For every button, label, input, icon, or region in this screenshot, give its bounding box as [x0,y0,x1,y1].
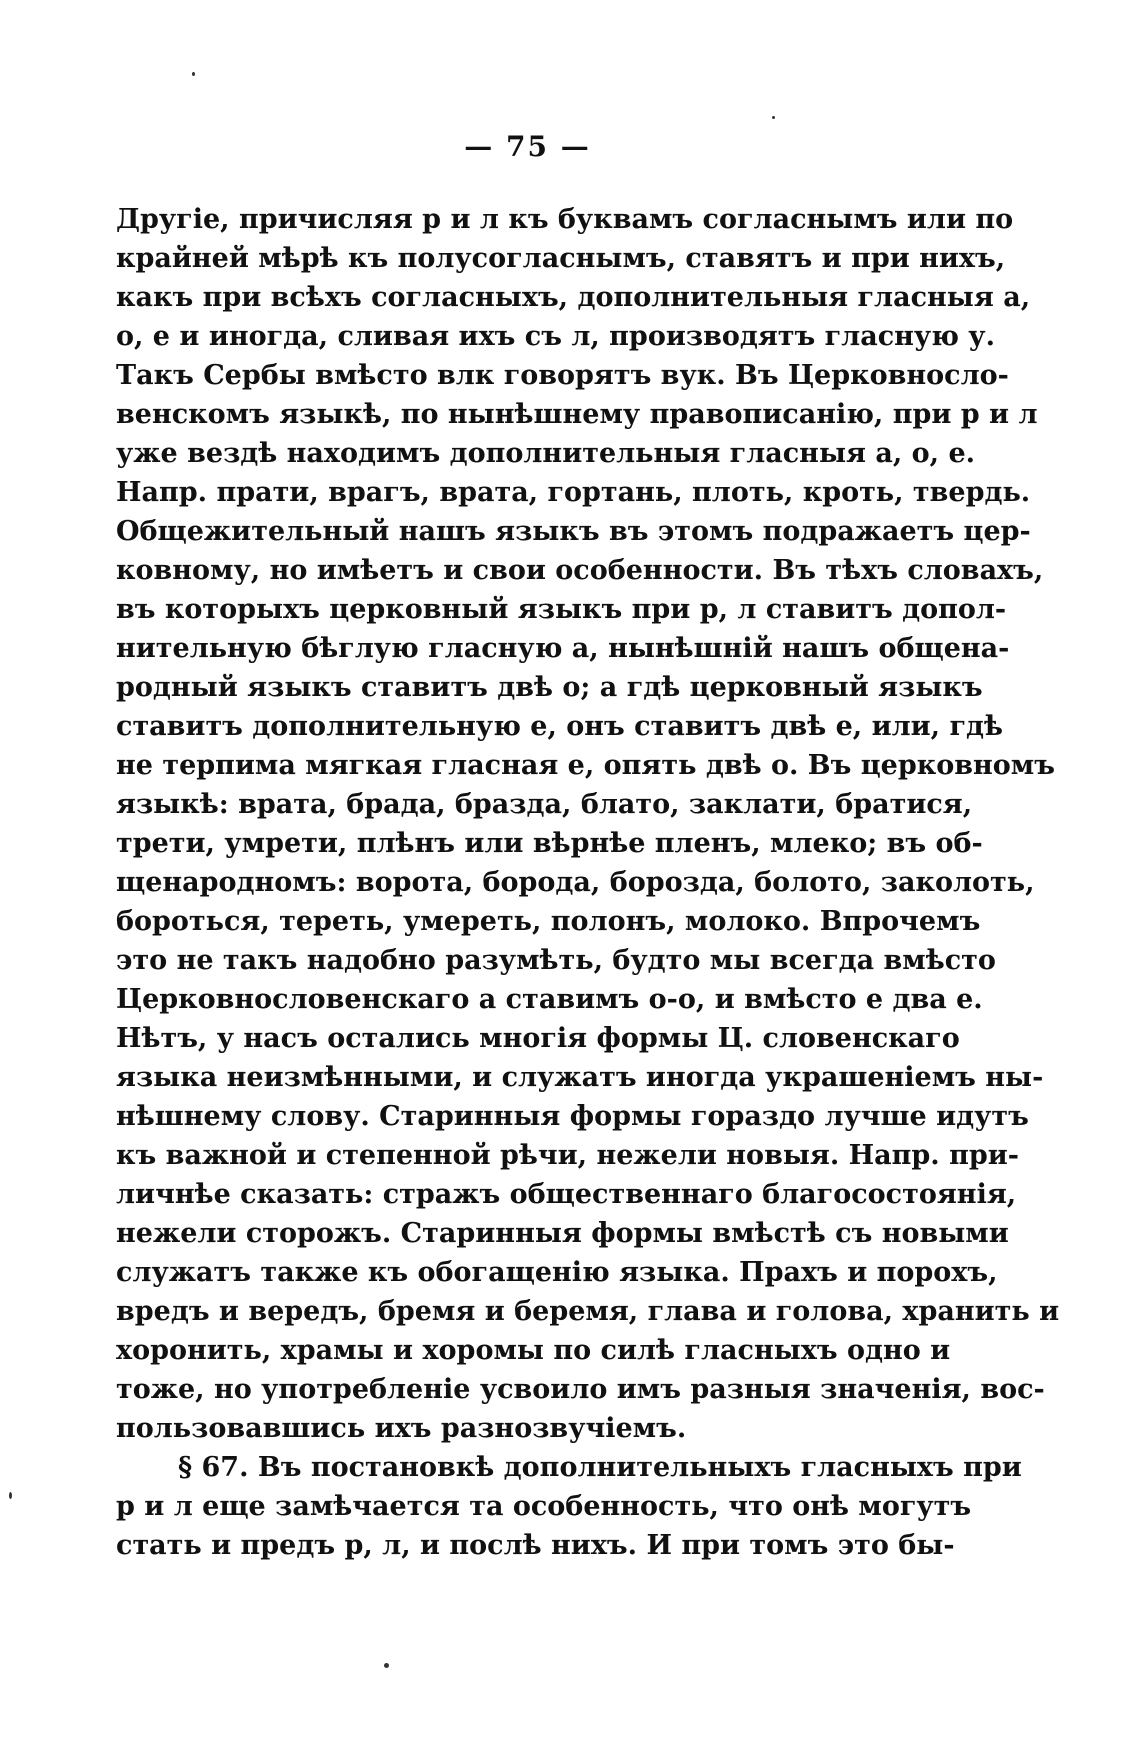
page-number: — 75 — [464,130,591,163]
text-line: хоронить, храмы и хоромы по силѣ гласныхъ одно и [116,1335,951,1366]
text-line: тоже, но употребленіе усвоило имъ разныя значенія, вос- [116,1374,1045,1405]
text-line: нительную бѣглую гласную а, нынѣшній нашъ общена- [116,633,1010,664]
text-line: крайней мѣрѣ къ полусогласнымъ, ставятъ и при нихъ, [116,243,1006,274]
text-line: какъ при всѣхъ согласныхъ, дополнительныя гласныя а, [116,282,1031,313]
text-line: бороться, тереть, умереть, полонъ, молоко. Впрочемъ [116,906,981,937]
text-line: стать и предъ р, л, и послѣ нихъ. И при томъ это бы- [116,1530,955,1561]
text-line: языкѣ: врата, брада, бразда, блато, заклати, братися, [116,789,973,820]
text-line: языка неизмѣнными, и служатъ иногда украшеніемъ ны- [116,1062,1044,1093]
text-line: § 67. Въ постановкѣ дополнительныхъ гласныхъ при [178,1452,1022,1483]
text-line: р и л еще замѣчается та особенность, что онѣ могутъ [116,1491,972,1522]
scan-speck [9,1492,12,1499]
text-line: Напр. прати, врагъ, врата, гортань, плоть, кроть, твердь. [116,477,1031,508]
text-line: личнѣе сказать: стражъ общественнаго благосостоянія, [116,1179,1017,1210]
text-line: Нѣтъ, у насъ остались многія формы Ц. словенскаго [116,1023,960,1054]
text-line: вредъ и вередъ, бремя и беремя, глава и голова, хранить и [116,1296,1060,1327]
scan-speck [384,1663,389,1668]
text-line: къ важной и степенной рѣчи, нежели новыя. Напр. при- [116,1140,1019,1171]
text-line: нѣшнему слову. Старинныя формы гораздо лучше идутъ [116,1101,1029,1132]
text-line: не терпима мягкая гласная е, опять двѣ о. Въ церковномъ [116,750,1055,781]
text-line: Такъ Сербы вмѣсто влк говорятъ вук. Въ Церковносло- [116,360,1009,391]
text-line: Общежительный нашъ языкъ въ этомъ подражаетъ цер- [116,516,1031,547]
paragraph-2 [116,1448,1022,1565]
scan-speck [772,116,775,119]
text-line: венскомъ языкѣ, по нынѣшнему правописанію, при р и л [116,399,1038,430]
text-line: Церковнословенскаго а ставимъ о-о, и вмѣсто е два е. [116,984,983,1015]
text-line: Другіе, причисляя р и л къ буквамъ согласнымъ или по [116,204,1014,235]
text-line: служатъ также къ обогащенію языка. Прахъ и порохъ, [116,1257,998,1288]
text-line: щенародномъ: ворота, борода, борозда, болото, заколоть, [116,867,1035,898]
text-line: родный языкъ ставитъ двѣ о; а гдѣ церковный языкъ [116,672,983,703]
text-line: это не такъ надобно разумѣть, будто мы всегда вмѣсто [116,945,996,976]
text-line: ковному, но имѣетъ и свои особенности. Въ тѣхъ словахъ, [116,555,1044,586]
text-line: о, е и иногда, сливая ихъ съ л, производятъ гласную у. [116,321,995,352]
text-line: уже вездѣ находимъ дополнительныя гласныя а, о, е. [116,438,976,469]
text-line: нежели сторожъ. Старинныя формы вмѣстѣ съ новыми [116,1218,1009,1249]
text-line: ставитъ дополнительную е, онъ ставитъ двѣ е, или, гдѣ [116,711,1003,742]
paragraph-1 [116,200,1060,1448]
text-line: трети, умрети, плѣнъ или вѣрнѣе пленъ, млеко; въ об- [116,828,983,859]
scan-speck [192,72,195,76]
body-text [116,200,1060,1565]
text-line: пользовавшись ихъ разнозвучіемъ. [116,1413,687,1444]
text-line: въ которыхъ церковный языкъ при р, л ставитъ допол- [116,594,1007,625]
